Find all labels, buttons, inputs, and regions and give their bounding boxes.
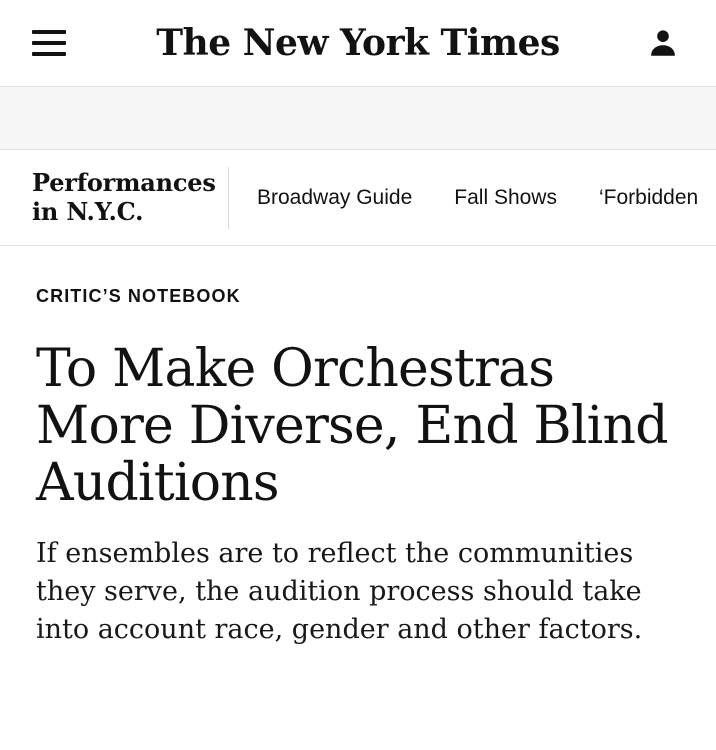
hamburger-bar [32,52,66,56]
article-headline: To Make Orchestras More Diverse, End Blind Auditions [36,339,668,514]
nav-link-fall-shows[interactable]: Fall Shows [454,185,557,209]
masthead [0,0,716,86]
nav-link-forbidden[interactable]: ‘Forbidden [598,185,699,209]
article-summary: If ensembles are to reflect the communities they serve, the audition process should take into account race, gender and other factors. [36,537,643,646]
nav-link-broadway-guide[interactable]: Broadway Guide [257,185,413,209]
section-nav [0,150,716,246]
grey-spacer-band [0,86,716,150]
nav-links [257,186,698,210]
article-body [0,246,716,650]
article-kicker: CRITIC’S NOTEBOOK [36,286,241,306]
section-title[interactable]: Performances in N.Y.C. [32,168,216,226]
hamburger-bar [32,30,66,34]
nyt-logo[interactable]: The New York Times [156,22,560,64]
nav-divider [228,167,229,229]
hamburger-menu-icon[interactable] [32,30,66,56]
account-person-icon[interactable] [644,24,682,62]
hamburger-bar [32,41,66,45]
